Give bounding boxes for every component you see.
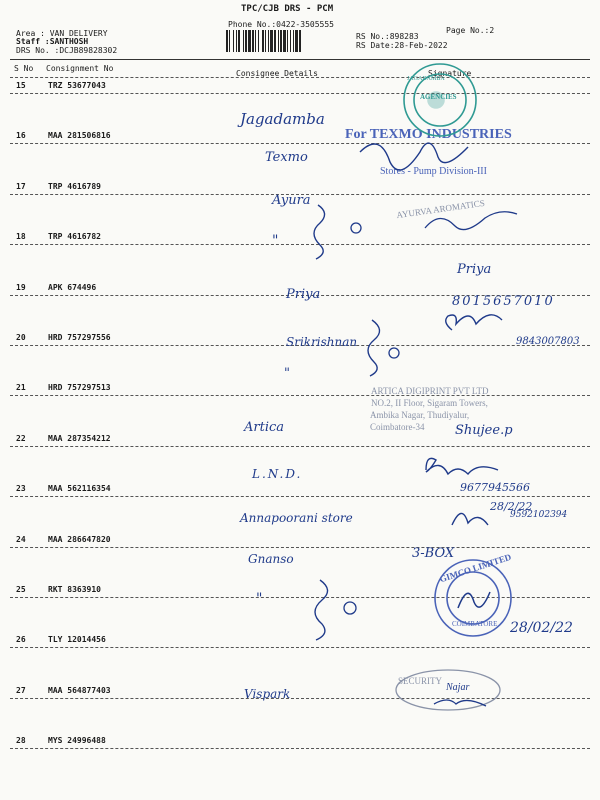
- row-sno: 19: [16, 283, 26, 292]
- row-group-bracket: [315, 580, 328, 640]
- row-consignment-no: RKT 8363910: [48, 585, 101, 594]
- barcode-bar: [226, 30, 228, 52]
- handwritten-name: Annapoorani store: [240, 511, 353, 525]
- handwritten-box-count: 3-BOX: [412, 546, 455, 561]
- handwritten-phone: 9843007803: [516, 336, 580, 347]
- staff-label: Staff :SANTHOSH: [16, 37, 89, 46]
- row-consignment-no: MAA 286647820: [48, 535, 111, 544]
- drs-number: DRS No. :DCJB89828302: [16, 46, 118, 55]
- row-divider: [10, 496, 590, 497]
- barcode-bar: [233, 30, 234, 52]
- gimco-stamp: GIMCO LIMITED: [438, 551, 513, 585]
- barcode-bar: [236, 30, 237, 52]
- columns-rule: [10, 77, 590, 78]
- barcode-bar: [238, 30, 240, 52]
- handwritten-name: Priya: [286, 287, 321, 302]
- artica-stamp-line4: Coimbatore-34: [370, 422, 425, 432]
- row-consignment-no: TRZ 53677043: [48, 81, 106, 90]
- agencies-stamp-inner: AGENCIES: [420, 93, 457, 101]
- row-consignment-no: TRP 4616789: [48, 182, 101, 191]
- handwritten-phone: 9592102394: [510, 510, 568, 520]
- artica-stamp-line1: ARTICA DIGIPRINT PVT LTD: [371, 386, 489, 396]
- row-consignment-no: MAA 562116354: [48, 484, 111, 493]
- row-sno: 27: [16, 686, 26, 695]
- handwritten-name: Priya: [457, 262, 492, 277]
- row-divider: [10, 93, 590, 94]
- handwritten-name: Artica: [244, 420, 285, 435]
- barcode-bar: [295, 30, 298, 52]
- phone-number: Phone No.:0422-3505555: [228, 20, 334, 29]
- barcode-bar: [280, 30, 282, 52]
- col-signature: Signature: [428, 69, 472, 78]
- row-consignment-no: MYS 24996488: [48, 736, 106, 745]
- handwritten-name: Jagadamba: [240, 110, 325, 128]
- row-sno: 26: [16, 635, 26, 644]
- row21-signature: [446, 315, 502, 330]
- barcode-bar: [268, 30, 269, 52]
- row-consignment-no: TRP 4616782: [48, 232, 101, 241]
- row-divider: [10, 143, 590, 144]
- artica-stamp-line3: Ambika Nagar, Thudiyalur,: [370, 410, 470, 420]
- gimco-stamp-city: COIMBATORE: [452, 620, 498, 628]
- artica-stamp-line2: NO.2, II Floor, Sigaram Towers,: [371, 398, 488, 408]
- row-divider: [10, 698, 590, 699]
- barcode-bar: [293, 30, 294, 52]
- handwritten-date: 28/02/22: [510, 620, 573, 636]
- row-sno: 20: [16, 333, 26, 342]
- row-consignment-no: HRD 757297556: [48, 333, 111, 342]
- row24-signature: [426, 458, 498, 474]
- row-consignment-no: HRD 757297513: [48, 383, 111, 392]
- handwritten-name: L.N.D.: [252, 467, 303, 481]
- barcode-bar: [262, 30, 264, 52]
- barcode-bar: [278, 30, 279, 52]
- col-consignee: Consignee Details: [236, 69, 318, 78]
- row-consignment-no: MAA 281506816: [48, 131, 111, 140]
- row-sno: 17: [16, 182, 26, 191]
- row-divider: [10, 748, 590, 749]
- row-group-bracket: [314, 205, 325, 259]
- handwritten-name: Texmo: [265, 150, 308, 165]
- area-label: Area : VAN DELIVERY: [16, 29, 108, 38]
- handwritten-signature: Shujee.p: [455, 423, 513, 438]
- handwritten-name: Ayura: [272, 193, 311, 208]
- ayurva-stamp: AYURVA AROMATICS: [395, 197, 486, 221]
- texmo-stamp-line1: For TEXMO INDUSTRIES: [345, 127, 512, 142]
- row-sno: 24: [16, 535, 26, 544]
- group-count-circle: [344, 602, 356, 614]
- handwritten-ditto: ": [256, 591, 263, 607]
- group-count-circle: [389, 348, 399, 358]
- ayurva-signature: [425, 212, 517, 230]
- agencies-stamp-top: JAGADAMBA: [407, 76, 445, 82]
- page-number: Page No.:2: [446, 26, 495, 35]
- row-consignment-no: APK 674496: [48, 283, 97, 292]
- barcode-bar: [270, 30, 273, 52]
- row-sno: 25: [16, 585, 26, 594]
- row-divider: [10, 597, 590, 598]
- rs-number: RS No.:898283: [356, 32, 419, 41]
- row-sno: 16: [16, 131, 26, 140]
- handwritten-name: Vispark: [244, 687, 291, 701]
- handwritten-ditto: ": [284, 366, 290, 381]
- vispark-stamp: SECURITY: [398, 676, 443, 686]
- barcode-bar: [243, 30, 244, 52]
- col-sno: S No: [14, 64, 34, 73]
- barcode-bar: [229, 30, 230, 52]
- barcode-bar: [265, 30, 266, 52]
- barcode-bar: [245, 30, 247, 52]
- row-sno: 23: [16, 484, 26, 493]
- barcode-bar: [255, 30, 256, 52]
- row-divider: [10, 446, 590, 447]
- barcode-bar: [287, 30, 288, 52]
- row-sno: 15: [16, 81, 26, 90]
- row-divider: [10, 395, 590, 396]
- vispark-signature: [434, 700, 486, 706]
- row-sno: 18: [16, 232, 26, 241]
- barcode-bar: [258, 30, 259, 52]
- barcode-bar: [252, 30, 254, 52]
- row-group-bracket: [368, 320, 380, 376]
- texmo-stamp-line2: Stores - Pump Division-III: [380, 166, 487, 177]
- handwritten-date: 28/2/22: [490, 500, 533, 513]
- row-sno: 22: [16, 434, 26, 443]
- handwritten-phone: 8015657010: [452, 294, 555, 309]
- rs-date: RS Date:28-Feb-2022: [356, 41, 448, 50]
- handwritten-phone: 9677945566: [460, 481, 530, 494]
- vispark-stamp-name: Najar: [446, 682, 470, 693]
- col-consignment: Consignment No: [46, 64, 114, 73]
- handwritten-name: Srikrishnan: [286, 335, 358, 349]
- row-sno: 28: [16, 736, 26, 745]
- barcode-bar: [274, 30, 276, 52]
- row-consignment-no: TLY 12014456: [48, 635, 106, 644]
- row-divider: [10, 244, 590, 245]
- gimco-signature: [458, 592, 490, 608]
- row-divider: [10, 647, 590, 648]
- handwritten-ditto: ": [272, 233, 279, 249]
- group-count-circle: [351, 223, 361, 233]
- header-rule: [10, 59, 590, 60]
- barcode-bar: [290, 30, 291, 52]
- row-divider: [10, 547, 590, 548]
- row-sno: 21: [16, 383, 26, 392]
- barcode-bar: [283, 30, 286, 52]
- handwritten-name: Gnanso: [248, 552, 294, 566]
- row25-signature: [452, 513, 488, 525]
- sheet-title: TPC/CJB DRS - PCM: [241, 4, 334, 14]
- row-consignment-no: MAA 564877403: [48, 686, 111, 695]
- row-consignment-no: MAA 287354212: [48, 434, 111, 443]
- barcode-bar: [299, 30, 301, 52]
- barcode-bar: [248, 30, 251, 52]
